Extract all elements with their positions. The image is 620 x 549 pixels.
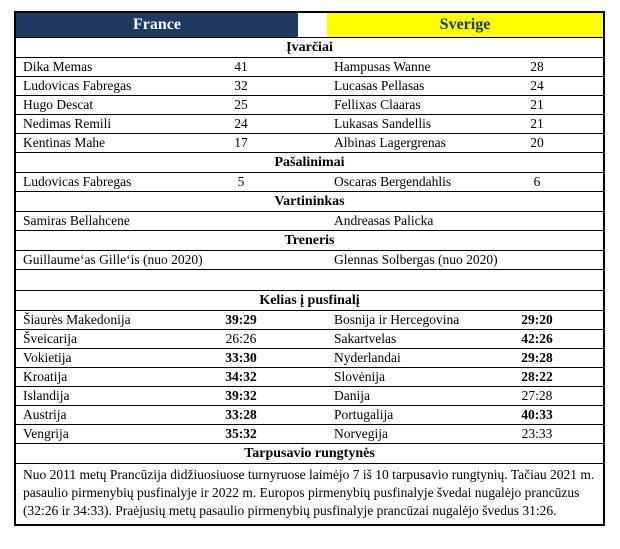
table-row-goalkeeper [16, 211, 603, 230]
section-title-coach: Treneris [16, 230, 603, 250]
opponent-name: Bosnija ir Hercegovina [334, 312, 460, 327]
player-name: Dika Memas [23, 59, 93, 74]
match-score: 33:30 [225, 350, 257, 365]
table-row-road [16, 367, 603, 386]
opponent-name: Šveicarija [23, 331, 77, 346]
team-header-gap [298, 13, 327, 37]
table-row-goals [16, 76, 603, 95]
player-goals: 24 [234, 116, 248, 131]
section-title-head-to-head: Tarpusavio rungtynės [16, 443, 603, 463]
coach-name: Glennas Solbergas (nuo 2020) [334, 252, 498, 267]
section-title-goals: Įvarčiai [16, 37, 603, 57]
match-score: 34:32 [225, 369, 257, 384]
player-goals: 21 [530, 116, 544, 131]
player-name: Hampusas Wanne [334, 59, 431, 74]
player-goals: 20 [530, 135, 544, 150]
table-row-road [16, 329, 603, 348]
opponent-name: Sakartvelas [334, 331, 397, 346]
player-goals: 24 [530, 78, 544, 93]
table-row-road [16, 310, 603, 329]
player-name: Lucasas Pellasas [334, 78, 425, 93]
player-name: Lukasas Sandellis [334, 116, 432, 131]
player-name: Fellixas Claaras [334, 97, 421, 112]
opponent-name: Šiaurės Makedonija [23, 312, 131, 327]
player-name: Albinas Lagergrenas [334, 135, 446, 150]
table-row-road [16, 405, 603, 424]
table-row-road [16, 424, 603, 443]
comparison-table [14, 11, 605, 526]
coach-name: Guillaume‘as Gille‘is (nuo 2020) [23, 252, 203, 267]
match-score: 26:26 [225, 331, 257, 346]
match-score: 39:32 [225, 388, 257, 403]
opponent-name: Kroatija [23, 369, 68, 384]
player-name: Kentinas Mahe [23, 135, 106, 150]
match-score: 29:20 [521, 312, 553, 327]
match-score: 23:33 [521, 426, 553, 441]
opponent-name: Slovėnija [334, 369, 385, 384]
match-score: 35:32 [225, 426, 257, 441]
match-score: 40:33 [521, 407, 553, 422]
opponent-name: Vokietija [23, 350, 72, 365]
spacer-row [16, 269, 603, 290]
player-name: Ludovicas Fabregas [23, 174, 132, 189]
table-row-goals [16, 57, 603, 76]
opponent-name: Vengrija [23, 426, 69, 441]
team-name-france: France [16, 13, 298, 37]
head-to-head-text: Nuo 2011 metų Prancūzija didžiuosiuose turnyruose laimėjo 7 iš 10 tarpusavio rungtynių. Tačiau 2021 m. pasaulio pirmenybių pusfinalyje ir 2022 m. Europos pirmenybių pusfinalyje švedai nugalėjo prancūzus (32:26 ir 34:33). Praėjusių metų pasaulio pirmenybių pusfinalyje prancūzai nugalėjo švedus 31:26. [16, 463, 603, 524]
goalkeeper-name: Samiras Bellahcene [23, 213, 130, 228]
table-row-coach [16, 250, 603, 269]
opponent-name: Portugalija [334, 407, 394, 422]
match-score: 27:28 [521, 388, 553, 403]
player-name: Ludovicas Fabregas [23, 78, 132, 93]
match-score: 28:22 [521, 369, 553, 384]
table-row-road [16, 348, 603, 367]
opponent-name: Nyderlandai [334, 350, 401, 365]
player-goals: 17 [234, 135, 248, 150]
table-row-goals [16, 133, 603, 152]
player-goals: 41 [234, 59, 248, 74]
section-title-goalkeeper: Vartininkas [16, 191, 603, 211]
team-header-row [16, 13, 603, 37]
match-score: 29:28 [521, 350, 553, 365]
opponent-name: Danija [334, 388, 370, 403]
player-goals: 25 [234, 97, 248, 112]
player-name: Nedimas Remili [23, 116, 112, 131]
player-suspensions: 5 [237, 174, 245, 189]
table-row-suspensions [16, 172, 603, 191]
section-title-road: Kelias į pusfinalį [16, 290, 603, 310]
table-row-road [16, 386, 603, 405]
opponent-name: Norvegija [334, 426, 388, 441]
player-name: Oscaras Bergendahlis [334, 174, 452, 189]
player-goals: 21 [530, 97, 544, 112]
match-score: 39:29 [225, 312, 257, 327]
match-score: 33:28 [225, 407, 257, 422]
player-name: Hugo Descat [23, 97, 94, 112]
table-row-goals [16, 95, 603, 114]
player-suspensions: 6 [533, 174, 541, 189]
table-row-goals [16, 114, 603, 133]
player-goals: 28 [530, 59, 544, 74]
team-name-sweden: Sverige [327, 13, 603, 37]
opponent-name: Islandija [23, 388, 70, 403]
section-title-suspensions: Pašalinimai [16, 152, 603, 172]
match-score: 42:26 [521, 331, 553, 346]
goalkeeper-name: Andreasas Palicka [334, 213, 434, 228]
player-goals: 32 [234, 78, 248, 93]
opponent-name: Austrija [23, 407, 67, 422]
